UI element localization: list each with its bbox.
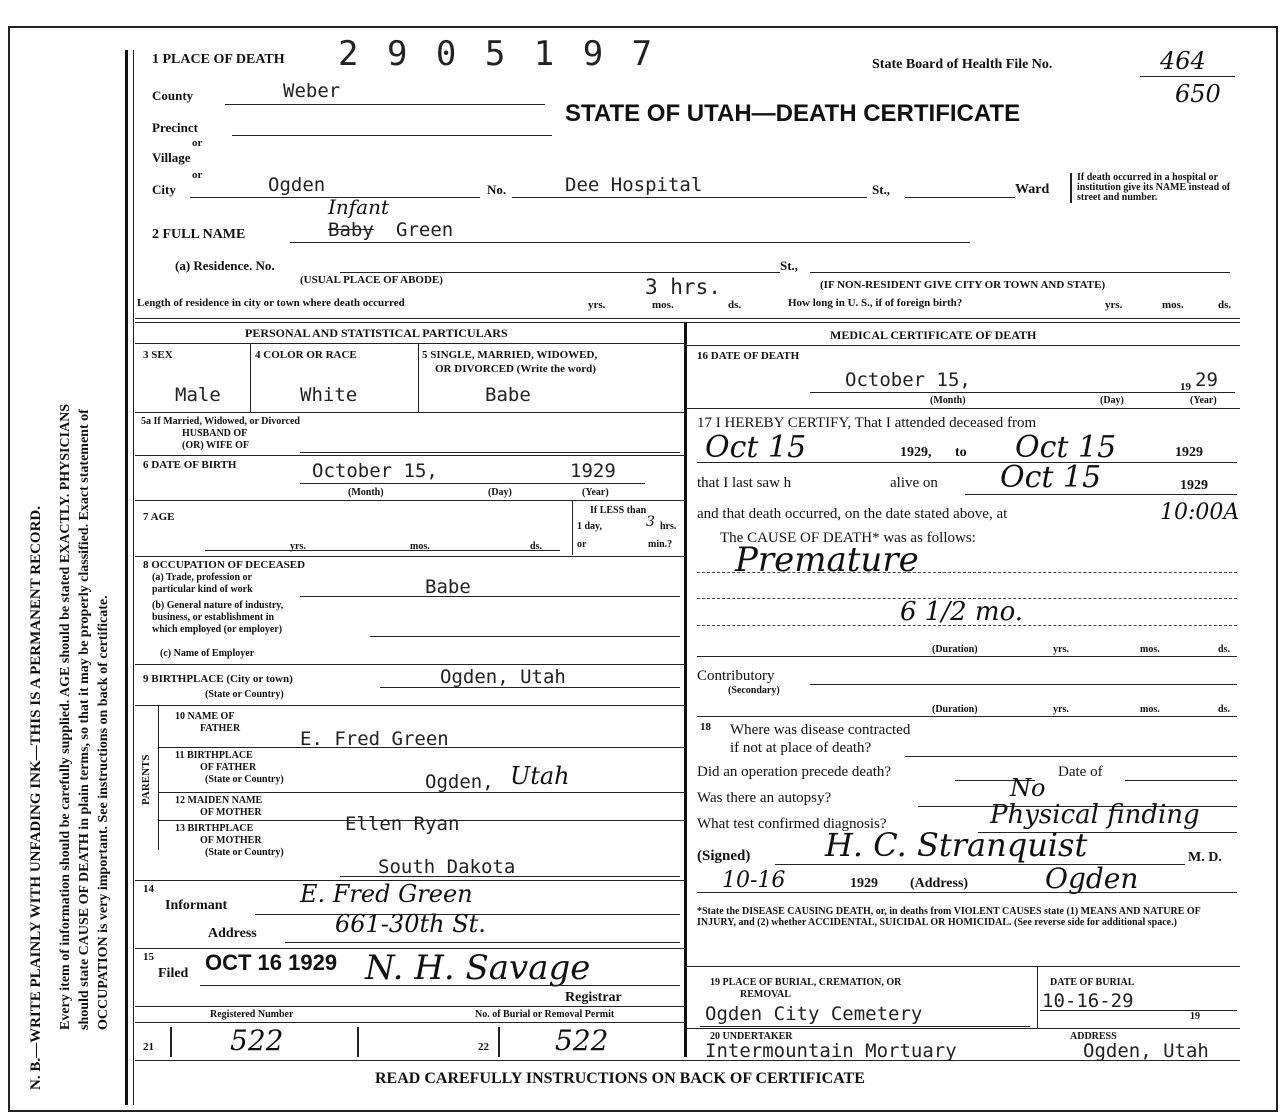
sidebar-notice: N. B.—WRITE PLAINLY WITH UNFADING INK—THIS IS A PERMANENT RECORD. bbox=[28, 506, 44, 1090]
sidebar-instructions-3: OCCUPATION is very important. See instructions on back of certificate. bbox=[96, 595, 111, 1030]
item-14: 14 bbox=[143, 883, 154, 895]
last-saw-date: Oct 15 bbox=[1000, 460, 1102, 495]
age-mos: mos. bbox=[410, 541, 430, 552]
color-divider bbox=[418, 344, 419, 412]
place-of-death-label: 1 PLACE OF DEATH bbox=[152, 52, 285, 67]
age-or: or bbox=[577, 539, 587, 550]
attended-line bbox=[697, 462, 1237, 463]
dob-day-cap: (Day) bbox=[488, 487, 512, 498]
attended-year-2: 1929 bbox=[1175, 445, 1203, 460]
age-ds: ds. bbox=[530, 541, 542, 552]
row-rule-8 bbox=[135, 556, 685, 557]
where-line bbox=[905, 756, 1237, 757]
row-rule-12 bbox=[158, 792, 685, 793]
father-bp-1: 11 BIRTHPLACE bbox=[175, 750, 253, 761]
occupation-value: Babe bbox=[425, 576, 471, 598]
burial-label-1: 19 PLACE OF BURIAL, CREMATION, OR bbox=[710, 977, 902, 988]
reg-number-box bbox=[170, 1027, 359, 1057]
street-no-value: Dee Hospital bbox=[565, 174, 703, 196]
undertaker-value: Intermountain Mortuary bbox=[705, 1040, 957, 1062]
precinct-line bbox=[232, 135, 552, 136]
address-value: 661-30th St. bbox=[335, 910, 486, 938]
husband-line bbox=[300, 452, 680, 453]
occurred-label: and that death occurred, on the date stated above, at bbox=[697, 506, 1008, 522]
county-value: Weber bbox=[283, 80, 341, 102]
length-mos: mos. bbox=[652, 299, 674, 311]
foreign-birth-label: How long in U. S., if of foreign birth? bbox=[788, 297, 963, 309]
last-saw-year: 1929 bbox=[1180, 478, 1208, 493]
mother-bp-3: (State or Country) bbox=[205, 847, 284, 858]
filed-line bbox=[200, 985, 680, 986]
duration-mos-1: mos. bbox=[1140, 644, 1160, 655]
duration-ds-2: ds. bbox=[1218, 704, 1230, 715]
hospital-note: If death occurred in a hospital or institution give its NAME instead of street and number. bbox=[1070, 173, 1242, 203]
occupation-b-3: which employed (or employer) bbox=[152, 624, 283, 635]
section-top-rule-2 bbox=[135, 322, 1240, 323]
usual-place-label: (USUAL PLACE OF ABODE) bbox=[300, 274, 443, 286]
cause-line-3 bbox=[697, 625, 1237, 626]
precinct-label: Precinct bbox=[152, 120, 198, 135]
reg-number-label: Registered Number bbox=[210, 1009, 294, 1020]
occupation-label: 8 OCCUPATION OF DECEASED bbox=[143, 559, 306, 571]
city-value: Ogden bbox=[268, 174, 326, 196]
secondary-label: (Secondary) bbox=[728, 685, 780, 696]
father-bp-city: Ogden, bbox=[425, 771, 494, 793]
dod-month-cap: (Month) bbox=[930, 395, 966, 406]
street-label: St., bbox=[872, 182, 891, 197]
color-label: 4 COLOR OR RACE bbox=[255, 349, 357, 361]
margin-rule bbox=[125, 50, 128, 1105]
dob-line bbox=[300, 483, 645, 484]
personal-heading-rule bbox=[135, 343, 685, 344]
full-name-label: 2 FULL NAME bbox=[152, 227, 246, 242]
length-label: Length of residence in city or town where death occurred bbox=[137, 297, 405, 309]
attended-from: Oct 15 bbox=[705, 430, 807, 465]
burial-date-value: 10-16-29 bbox=[1042, 990, 1134, 1012]
father-label-2: FATHER bbox=[200, 723, 241, 734]
burial-label-2: REMOVAL bbox=[740, 989, 791, 1000]
row-rule-16 bbox=[135, 1006, 685, 1007]
age-min: min.? bbox=[648, 539, 673, 550]
length-ds: ds. bbox=[728, 299, 742, 311]
occupation-b-1: (b) General nature of industry, bbox=[152, 600, 284, 611]
mother-label-2: OF MOTHER bbox=[200, 807, 262, 818]
marital-value: Babe bbox=[485, 384, 531, 406]
occupation-b-2: business, or establishment in bbox=[152, 612, 275, 623]
signed-address-label: (Address) bbox=[910, 876, 969, 891]
last-saw-label: that I last saw h bbox=[697, 475, 792, 491]
dob-month-day: October 15, bbox=[312, 460, 438, 482]
duration-line-1 bbox=[697, 656, 1237, 657]
dod-day-cap: (Day) bbox=[1100, 395, 1124, 406]
us-yrs: yrs. bbox=[1105, 299, 1123, 311]
center-divider bbox=[684, 322, 687, 1057]
occupation-a-2: particular kind of work bbox=[152, 584, 253, 595]
medical-heading: MEDICAL CERTIFICATE OF DEATH bbox=[830, 328, 1037, 342]
autopsy-label: Was there an autopsy? bbox=[697, 790, 832, 806]
reg-number-value: 522 bbox=[230, 1024, 284, 1057]
registrar-label: Registrar bbox=[565, 990, 622, 1005]
ward-line bbox=[905, 197, 1015, 198]
address-line bbox=[285, 942, 680, 943]
age-label: 7 AGE bbox=[143, 511, 175, 523]
where-label-2: if not at place of death? bbox=[730, 740, 872, 756]
length-yrs: yrs. bbox=[588, 299, 606, 311]
autopsy-value: No bbox=[1010, 774, 1046, 802]
cause-value: Premature bbox=[735, 540, 919, 580]
residence-line bbox=[340, 272, 780, 273]
name-correction: Infant bbox=[328, 195, 390, 219]
undertaker-address-label: ADDRESS bbox=[1070, 1031, 1117, 1042]
name-surname: Green bbox=[396, 219, 454, 241]
duration-ds-1: ds. bbox=[1218, 644, 1230, 655]
date-of-death-label: 16 DATE OF DEATH bbox=[697, 350, 800, 362]
item-21: 21 bbox=[143, 1041, 154, 1053]
signed-date: 10-16 bbox=[722, 868, 786, 893]
personal-heading: PERSONAL AND STATISTICAL PARTICULARS bbox=[245, 326, 508, 340]
duration-mos-2: mos. bbox=[1140, 704, 1160, 715]
residence-st-label: St., bbox=[780, 258, 799, 273]
attended-to-label: to bbox=[955, 445, 967, 460]
street-no-line bbox=[512, 197, 867, 198]
physician-signature: H. C. Stranquist bbox=[825, 826, 1088, 864]
sex-label: 3 SEX bbox=[143, 349, 173, 361]
city-label: City bbox=[152, 182, 176, 197]
mother-bp-2: OF MOTHER bbox=[200, 835, 262, 846]
informant-value: E. Fred Green bbox=[300, 880, 473, 908]
informant-label: Informant bbox=[165, 898, 228, 913]
burial-place-value: Ogden City Cemetery bbox=[705, 1003, 923, 1025]
father-value: E. Fred Green bbox=[300, 728, 449, 750]
medical-note: *State the DISEASE CAUSING DEATH, or, in deaths from VIOLENT CAUSES state (1) MEANS AND NATURE OF INJURY, and (2) whether ACCIDENTAL, SUICIDAL OR HOMICIDAL. (See reverse side for additional space.) bbox=[697, 906, 1201, 928]
dod-line bbox=[810, 392, 1235, 393]
permit-number-box bbox=[498, 1027, 680, 1057]
last-saw-mid: alive on bbox=[890, 475, 938, 491]
age-line bbox=[205, 550, 560, 551]
street-no-label: No. bbox=[487, 182, 507, 197]
row-rule-9 bbox=[135, 664, 685, 665]
mother-label-1: 12 MAIDEN NAME bbox=[175, 795, 263, 806]
undertaker-label: 20 UNDERTAKER bbox=[710, 1031, 793, 1042]
father-bp-3: (State or Country) bbox=[205, 774, 284, 785]
med-rule-1 bbox=[686, 408, 1240, 409]
father-bp-2: OF FATHER bbox=[200, 762, 257, 773]
dob-month-cap: (Month) bbox=[348, 487, 384, 498]
test-value: Physical finding bbox=[990, 800, 1200, 830]
birthplace-line bbox=[380, 687, 680, 688]
name-struck: Baby bbox=[328, 219, 374, 241]
marital-label-1: 5 SINGLE, MARRIED, WIDOWED, bbox=[422, 349, 598, 361]
age-divider bbox=[572, 500, 573, 555]
age-hrs: hrs. bbox=[660, 521, 677, 532]
dob-year: 1929 bbox=[570, 460, 616, 482]
mother-bp-value: South Dakota bbox=[378, 856, 516, 878]
parents-divider bbox=[158, 705, 159, 850]
item-15: 15 bbox=[143, 951, 154, 963]
signed-address: Ogden bbox=[1045, 862, 1139, 895]
undertaker-address-value: Ogden, Utah bbox=[1083, 1040, 1209, 1062]
county-line bbox=[225, 104, 545, 105]
sidebar-instructions-2: should state CAUSE OF DEATH in plain terms, so that it may be properly classified. Exact statement of bbox=[77, 409, 92, 1030]
duration-label-2: (Duration) bbox=[932, 704, 978, 715]
attended-to: Oct 15 bbox=[1015, 430, 1117, 465]
date-of-label: Date of bbox=[1058, 764, 1103, 780]
age-hrs-value: 3 bbox=[646, 514, 655, 530]
parents-label: PARENTS bbox=[140, 754, 152, 805]
test-label: What test confirmed diagnosis? bbox=[697, 816, 887, 832]
last-saw-line bbox=[965, 494, 1237, 495]
cause-line-1 bbox=[697, 572, 1237, 573]
sex-value: Male bbox=[175, 384, 221, 406]
occupation-line-b bbox=[370, 636, 680, 637]
where-label-1: Where was disease contracted bbox=[730, 722, 911, 738]
duration-yrs-2: yrs. bbox=[1053, 704, 1069, 715]
file-number-label: State Board of Health File No. bbox=[872, 57, 1053, 72]
time-value: 10:00A bbox=[1160, 500, 1240, 525]
birthplace-value: Ogden, Utah bbox=[440, 666, 566, 688]
village-label: Village bbox=[152, 150, 191, 165]
mother-bp-line bbox=[340, 876, 680, 877]
us-ds: ds. bbox=[1218, 299, 1232, 311]
duration-yrs-1: yrs. bbox=[1053, 644, 1069, 655]
color-value: White bbox=[300, 384, 358, 406]
occupation-a-1: (a) Trade, profession or bbox=[152, 572, 252, 583]
signed-year: 1929 bbox=[850, 876, 878, 891]
mother-bp-1: 13 BIRTHPLACE bbox=[175, 823, 254, 834]
father-label-1: 10 NAME OF bbox=[175, 711, 235, 722]
burial-place-line bbox=[700, 1026, 1030, 1027]
item-18: 18 bbox=[700, 721, 711, 733]
contributory-line bbox=[810, 684, 1237, 685]
sex-divider bbox=[250, 344, 251, 412]
mother-value: Ellen Ryan bbox=[345, 813, 460, 835]
dod-year: 29 bbox=[1195, 369, 1218, 391]
signed-label: (Signed) bbox=[697, 848, 751, 864]
med-rule-undertaker bbox=[686, 1028, 1240, 1029]
certificate-title: STATE OF UTAH—DEATH CERTIFICATE bbox=[565, 100, 1021, 127]
operation-label: Did an operation precede death? bbox=[697, 764, 892, 780]
item-22: 22 bbox=[478, 1041, 489, 1053]
dob-year-cap: (Year) bbox=[582, 487, 609, 498]
file-number-line bbox=[1140, 76, 1235, 77]
residence-label: (a) Residence. No. bbox=[175, 258, 275, 273]
burial-date-label: DATE OF BURIAL bbox=[1050, 977, 1135, 988]
filed-stamp: OCT 16 1929 bbox=[205, 950, 338, 975]
length-value: 3 hrs. bbox=[645, 275, 721, 299]
row-rule-13 bbox=[158, 820, 685, 821]
occupation-c: (c) Name of Employer bbox=[160, 648, 255, 659]
father-bp-state: Utah bbox=[510, 762, 570, 790]
row-rule-7 bbox=[135, 500, 685, 501]
medical-heading-rule bbox=[686, 345, 1240, 346]
residence-st-line bbox=[810, 272, 1230, 273]
md-label: M. D. bbox=[1188, 850, 1222, 865]
full-name-line bbox=[290, 242, 970, 243]
dod-year-prefix: 19 bbox=[1180, 381, 1191, 393]
marital-label-2: OR DIVORCED (Write the word) bbox=[435, 363, 596, 375]
cause-label: The CAUSE OF DEATH* was as follows: bbox=[720, 530, 976, 546]
row-rule-5 bbox=[135, 412, 685, 413]
us-mos: mos. bbox=[1162, 299, 1184, 311]
date-of-death-value: October 15, bbox=[845, 369, 971, 391]
burial-divider bbox=[1037, 966, 1038, 1028]
occupation-line-a bbox=[300, 596, 680, 597]
certify-label: 17 I HEREBY CERTIFY, That I attended deceased from bbox=[697, 415, 1037, 431]
footer-instructions: READ CAREFULLY INSTRUCTIONS ON BACK OF CERTIFICATE bbox=[375, 1070, 865, 1087]
filed-label: Filed bbox=[158, 966, 189, 981]
burial-permit-label: No. of Burial or Removal Permit bbox=[475, 1009, 615, 1020]
nonresident-note: (IF NON-RESIDENT GIVE CITY OR TOWN AND STATE) bbox=[820, 279, 1106, 291]
section-top-rule bbox=[135, 318, 1240, 319]
row-rule-17 bbox=[135, 1022, 685, 1023]
duration-label-1: (Duration) bbox=[932, 644, 978, 655]
attended-year-1: 1929, bbox=[900, 445, 932, 460]
burial-date-suffix: 19 bbox=[1190, 1011, 1200, 1022]
permit-number-value: 522 bbox=[555, 1024, 609, 1057]
husband-label-2: HUSBAND OF bbox=[182, 428, 248, 439]
sidebar-instructions-1: Every item of information should be carefully supplied. AGE should be stated EXACTLY. PHYSICIANS bbox=[58, 403, 73, 1030]
age-yrs: yrs. bbox=[290, 541, 306, 552]
burial-date-line bbox=[1040, 1010, 1237, 1011]
date-of-line bbox=[1125, 780, 1237, 781]
birthplace-label: 9 BIRTHPLACE (City or town) bbox=[143, 673, 293, 685]
registrar-signature: N. H. Savage bbox=[365, 948, 591, 988]
birthplace-sub: (State or Country) bbox=[205, 689, 284, 700]
med-rule-burial bbox=[686, 966, 1240, 967]
address-label: Address bbox=[208, 926, 257, 941]
dob-label: 6 DATE OF BIRTH bbox=[143, 459, 237, 471]
dod-year-cap: (Year) bbox=[1190, 395, 1217, 406]
row-rule-11 bbox=[158, 747, 685, 748]
row-rule-6 bbox=[135, 455, 685, 456]
age-less-2: 1 day, bbox=[577, 521, 603, 532]
husband-label-1: 5a If Married, Widowed, or Divorced bbox=[141, 416, 300, 427]
stamp-number: 2 9 0 5 1 9 7 bbox=[338, 34, 657, 74]
signed-address-line bbox=[697, 892, 1237, 893]
or-2: or bbox=[192, 169, 203, 181]
age-less-1: If LESS than bbox=[590, 505, 647, 516]
county-label: County bbox=[152, 88, 194, 103]
contributory-label: Contributory bbox=[697, 668, 775, 684]
margin-rule-inner bbox=[133, 50, 134, 1105]
row-rule-10 bbox=[135, 705, 685, 706]
file-number-2: 650 bbox=[1175, 80, 1221, 108]
duration-line-2 bbox=[697, 716, 1237, 717]
duration-value: 6 1/2 mo. bbox=[900, 597, 1024, 627]
ward-label: Ward bbox=[1015, 182, 1050, 197]
bottom-rule bbox=[135, 1060, 1240, 1061]
or-1: or bbox=[192, 137, 203, 149]
file-number-1: 464 bbox=[1160, 47, 1206, 75]
husband-label-3: (OR) WIFE OF bbox=[182, 440, 250, 451]
